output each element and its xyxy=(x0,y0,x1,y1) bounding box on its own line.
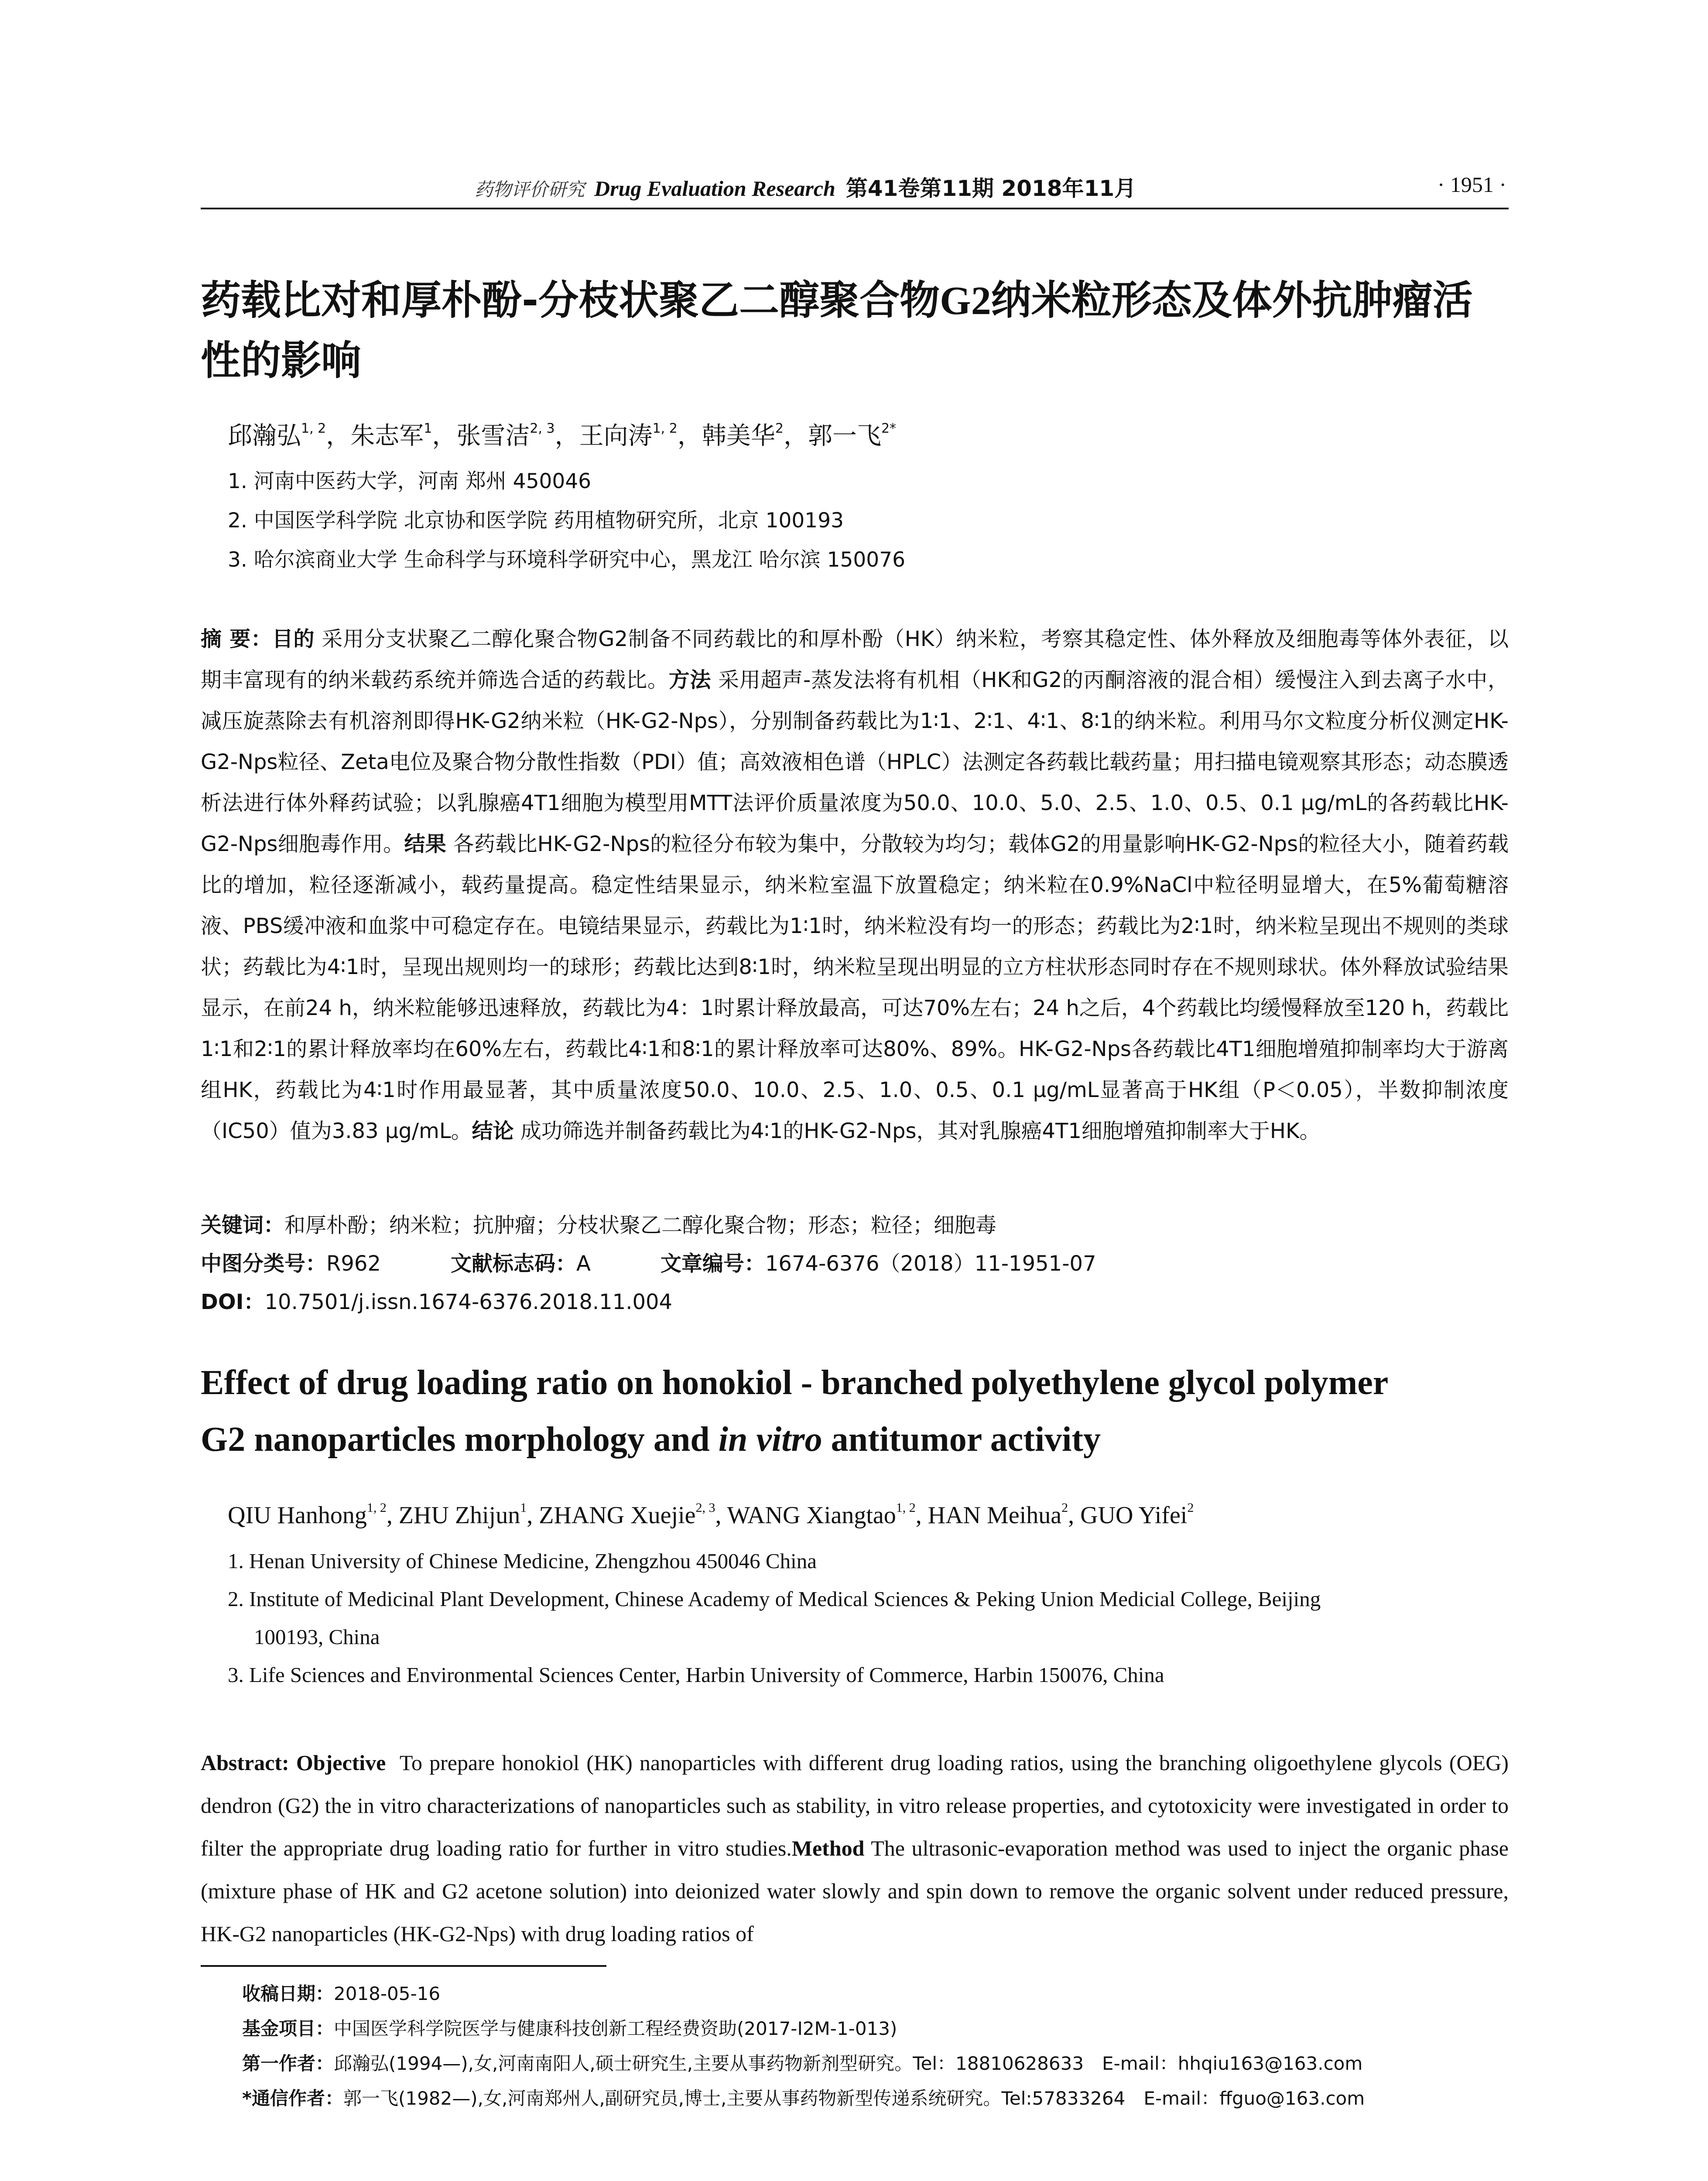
header-rule xyxy=(201,208,1509,209)
affiliation-cn-1: 1. 河南中医药大学，河南 郑州 450046 xyxy=(228,469,592,493)
keywords xyxy=(201,1208,996,1238)
method-text: 采用超声-蒸发法将有机相（HK和G2的丙酮溶液的混合相）缓慢注入到去离子水中，减压旋蒸除去有机溶剂即得HK-G2纳米粒（HK-G2-Nps），分别制备药载比为1∶1、2∶1、4∶1、8∶1的纳米粒。利用马尔文粒度分析仪测定HK-G2-Nps粒径、Zeta电位及聚合物分散性指数（PDI）值；高效液相色谱（HPLC）法测定各药载比载药量；用扫描电镜观察其形态；动态膜透析法进行体外释药试验；以乳腺癌4T1细胞为模型用MTT法评价质量浓度为50.0、10.0、5.0、2.5、1.0、0.5、0.1 μg/mL的各药载比HK-G2-Nps细胞毒作用。 xyxy=(201,668,1509,856)
abstract-en-label: Abstract: Objective xyxy=(201,1750,386,1775)
keywords-text: 和厚朴酚；纳米粒；抗肿瘤；分枝状聚乙二醇化聚合物；形态；粒径；细胞毒 xyxy=(284,1213,997,1237)
objective-text: 采用分支状聚乙二醇化聚合物G2制备不同药载比的和厚朴酚（HK）纳米粒，考察其稳定性、体外释放及细胞毒等体外表征，以期丰富现有的纳米载药系统并筛选合适的药载比。 xyxy=(201,627,1509,692)
author-affil-sup: 1 xyxy=(424,421,432,436)
footnote-label: *通信作者： xyxy=(242,2088,343,2109)
clc-label: 中图分类号： xyxy=(201,1251,327,1276)
footnote-funding xyxy=(242,2014,897,2041)
doc-code-value: A xyxy=(576,1251,591,1276)
clc-value: R962 xyxy=(326,1251,381,1276)
article-no-value: 1674-6376（2018）11-1951-07 xyxy=(765,1251,1096,1276)
footnote-text: 2018-05-16 xyxy=(334,1983,441,2004)
affiliation-en-2: 2. Institute of Medicinal Plant Development, Chinese Academy of Medical Sciences & Peking Union Medicial College, Beijing xyxy=(228,1587,1321,1611)
conclusion-label: 结论 xyxy=(472,1119,514,1143)
title-en-italic: in vitro xyxy=(718,1420,822,1459)
author-affil-sup: 1, 2 xyxy=(896,1501,916,1515)
author-affil-sup: 1, 2 xyxy=(301,421,326,436)
author-name: 朱志军 xyxy=(350,422,424,450)
footnote-label: 第一作者： xyxy=(242,2053,334,2074)
footnote-received xyxy=(242,1979,440,2006)
objective-label: 目的 xyxy=(272,627,315,651)
doi-line xyxy=(201,1285,672,1315)
author-name: ZHU Zhijun xyxy=(398,1502,520,1529)
author-name: WANG Xiangtao xyxy=(727,1502,896,1529)
footnote-text: 中国医学科学院医学与健康科技创新工程经费资助(2017-I2M-1-013) xyxy=(334,2018,897,2039)
method-label: 方法 xyxy=(668,668,712,692)
author-affil-sup: 1 xyxy=(520,1501,527,1515)
author-name: ZHANG Xuejie xyxy=(539,1502,696,1529)
title-cn-g2: G2 xyxy=(940,278,991,323)
abstract-cn xyxy=(201,619,1509,1152)
footnote-corresponding xyxy=(242,2084,1365,2110)
doi-value[interactable]: 10.7501/j.issn.1674-6376.2018.11.004 xyxy=(264,1290,673,1314)
authors-en: QIU Hanhong$^{1, 2}$, ZHU Zhijun$^1$, ZHANG Xuejie$^{2, 3}$, WANG Xiangtao$^{1, 2}$, HAN Meihua$^2$, GUO Yifei$^2$ xyxy=(228,1501,1194,1529)
author-name: 张雪洁 xyxy=(456,422,530,450)
author-affil-sup: 2 xyxy=(1061,1501,1068,1515)
classification-line xyxy=(201,1247,1096,1277)
issue-info: 第41卷第11期 2018年11月 xyxy=(845,176,1136,201)
result-text: 各药载比HK-G2-Nps的粒径分布较为集中，分散较为均匀；载体G2的用量影响HK-G2-Nps的粒径大小，随着药载比的增加，粒径逐渐减小，载药量提高。稳定性结果显示，纳米粒室温下放置稳定；纳米粒在0.9%NaCl中粒径明显增大，在5%葡萄糖溶液、PBS缓冲液和血浆中可稳定存在。电镜结果显示，药载比为1∶1时，纳米粒没有均一的形态；药载比为2∶1时，纳米粒呈现出不规则的类球状；药载比为4∶1时，呈现出规则均一的球形；药载比达到8∶1时，纳米粒呈现出明显的立方柱状形态同时存在不规则球状。体外释放试验结果显示，在前24 h，纳米粒能够迅速释放，药载比为4：1时累计释放最高，可达70%左右；24 h之后，4个药载比均缓慢释放至120 h，药载比1∶1和2∶1的累计释放率均在60%左右，药载比4∶1和8∶1的累计释放率可达80%、89%。HK-G2-Nps各药载比4T1细胞增殖抑制率均大于游离组HK，药载比为4∶1时作用最显著，其中质量浓度50.0、10.0、2.5、1.0、0.5、0.1 μg/mL显著高于HK组（P＜0.05），半数抑制浓度（IC50）值为3.83 μg/mL。 xyxy=(201,832,1509,1143)
footnote-label: 收稿日期： xyxy=(242,1983,334,2004)
footnote-text: 邱瀚弘(1994—),女,河南南阳人,硕士研究生,主要从事药物新剂型研究。Tel：18810628633 E-mail：hhqiu163@163.com xyxy=(334,2053,1363,2074)
journal-logo: 药物评价研究 xyxy=(475,179,585,200)
author-affil-sup: 2* xyxy=(881,421,897,436)
result-label: 结果 xyxy=(404,832,447,856)
author-name: 王向涛 xyxy=(579,422,653,450)
objective-en-text: To prepare honokiol (HK) nanoparticles with different drug loading ratios, using the branching oligoethylene glycols (OEG) dendron (G2) the in vitro characterizations of nanoparticles such as stability, in vitro release properties, and cytotoxicity were investigated in order to filter the appropriate drug loading ratio for further in vitro studies. xyxy=(201,1750,1509,1860)
title-en xyxy=(201,1354,1509,1468)
author-name: 郭一飞 xyxy=(808,422,881,450)
abstract-label: 摘 要： xyxy=(201,627,272,651)
page-number: · 1951 · xyxy=(1437,172,1506,197)
method-en-text: The ultrasonic-evaporation method was used to inject the organic phase (mixture phase of HK and G2 acetone solution) into deionized water slowly and spin down to remove the organic solvent under reduced pressure, HK-G2 nanoparticles (HK-G2-Nps) with drug loading ratios of xyxy=(201,1836,1509,1946)
title-cn-line2: 性的影响 xyxy=(201,337,362,384)
footnote-rule xyxy=(201,1965,606,1967)
author-name: 邱瀚弘 xyxy=(228,422,301,450)
conclusion-text: 成功筛选并制备药载比为4∶1的HK-G2-Nps，其对乳腺癌4T1细胞增殖抑制率大于HK。 xyxy=(520,1119,1321,1143)
keywords-label: 关键词： xyxy=(201,1213,285,1237)
abstract-en xyxy=(201,1741,1509,1955)
author-name: QIU Hanhong xyxy=(228,1502,367,1529)
title-cn-part1: 药载比对和厚朴酚-分枝状聚乙二醇聚合物 xyxy=(201,277,940,324)
title-en-line2b: antitumor activity xyxy=(822,1420,1101,1459)
author-affil-sup: 1, 2 xyxy=(366,1501,387,1515)
author-affil-sup: 2, 3 xyxy=(695,1501,715,1515)
method-en-label: Method xyxy=(791,1836,865,1860)
title-cn-part2: 纳米粒形态及体外抗肿瘤活 xyxy=(991,277,1473,324)
author-affil-sup: 2 xyxy=(775,421,784,436)
author-affil-sup: 2, 3 xyxy=(530,421,555,436)
footnote-first-author xyxy=(242,2049,1362,2075)
affiliation-en-1: 1. Henan University of Chinese Medicine, Zhengzhou 450046 China xyxy=(228,1549,817,1573)
author-name: GUO Yifei xyxy=(1080,1502,1188,1529)
authors-cn: 邱瀚弘$^{1, 2}$，朱志军$^1$，张雪洁$^{2, 3}$，王向涛$^{1, 2}$，韩美华$^2$，郭一飞$^{2*}$ xyxy=(228,421,897,450)
author-affil-sup: 1, 2 xyxy=(652,421,678,436)
journal-name: Drug Evaluation Research xyxy=(594,176,835,201)
author-name: HAN Meihua xyxy=(928,1502,1062,1529)
article-no-label: 文章编号： xyxy=(660,1251,765,1276)
author-affil-sup: 2 xyxy=(1187,1501,1194,1515)
doc-code-label: 文献标志码： xyxy=(450,1251,576,1276)
title-cn xyxy=(201,270,1509,391)
affiliation-en-3: 3. Life Sciences and Environmental Sciences Center, Harbin University of Commerce, Harbin 150076, China xyxy=(228,1663,1164,1687)
affiliation-en-2-cont: 100193, China xyxy=(254,1625,380,1649)
running-header xyxy=(475,171,1136,202)
affiliation-cn-2: 2. 中国医学科学院 北京协和医学院 药用植物研究所，北京 100193 xyxy=(228,509,844,533)
footnote-text: 郭一飞(1982—),女,河南郑州人,副研究员,博士,主要从事药物新型传递系统研究。Tel:57833264 E-mail：ffguo@163.com xyxy=(343,2088,1365,2109)
author-name: 韩美华 xyxy=(702,422,775,450)
footnote-label: 基金项目： xyxy=(242,2018,334,2039)
affiliation-cn-3: 3. 哈尔滨商业大学 生命科学与环境科学研究中心，黑龙江 哈尔滨 150076 xyxy=(228,548,906,572)
doi-label: DOI： xyxy=(201,1290,265,1314)
title-en-line2a: G2 nanoparticles morphology and xyxy=(201,1420,719,1459)
title-en-line1: Effect of drug loading ratio on honokiol - branched polyethylene glycol polymer xyxy=(201,1364,1389,1402)
